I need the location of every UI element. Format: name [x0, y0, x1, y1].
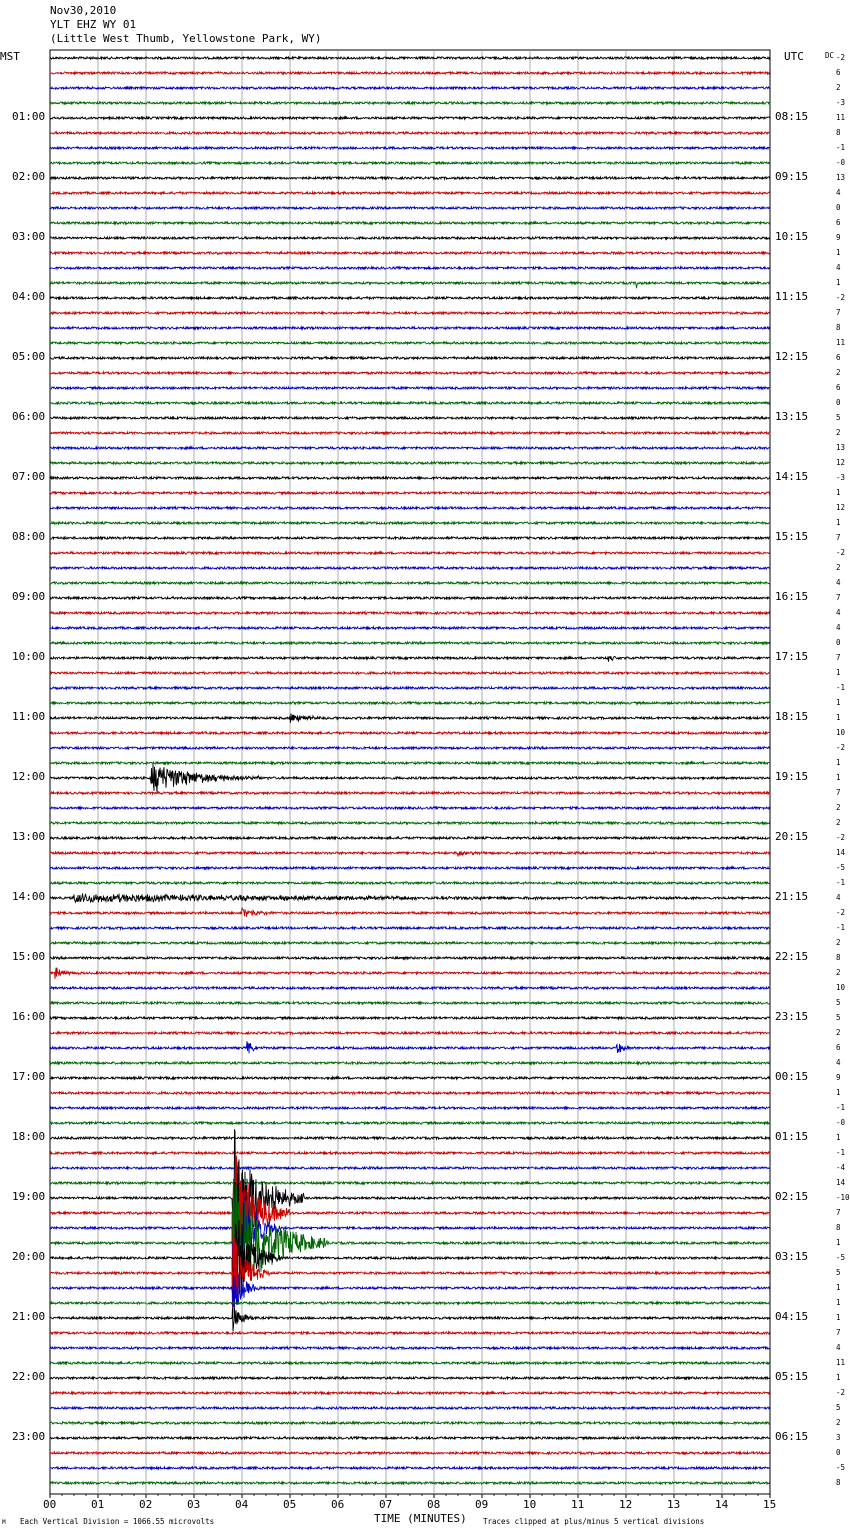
mst-hour-label: 19:00 — [12, 1190, 46, 1203]
trace-line — [50, 192, 770, 194]
trace-line — [50, 207, 770, 209]
dc-offset-label: 7 — [836, 1328, 841, 1337]
mst-hour-label: 13:00 — [12, 830, 46, 843]
dc-offset-label: -0 — [836, 1118, 846, 1127]
dc-offset-label: 2 — [836, 818, 841, 827]
trace-line — [50, 1220, 770, 1307]
dc-offset-label: -1 — [836, 683, 846, 692]
trace-line — [50, 867, 770, 869]
trace-line — [50, 882, 770, 884]
utc-hour-label: 08:15 — [775, 110, 809, 123]
trace-line — [50, 117, 770, 119]
dc-offset-label: 4 — [836, 1343, 841, 1352]
dc-offset-label: -1 — [836, 1103, 846, 1112]
dc-offset-label: 13 — [836, 443, 846, 452]
utc-hour-label: 00:15 — [775, 1070, 809, 1083]
scale-note: Each Vertical Division = 1066.55 microvolts — [20, 1517, 215, 1526]
dc-offset-label: 7 — [836, 533, 841, 542]
trace-line — [50, 612, 770, 614]
dc-offset-label: 9 — [836, 1073, 841, 1082]
dc-offset-label: 1 — [836, 713, 841, 722]
dc-offset-label: 9 — [836, 233, 841, 242]
dc-offset-label: 7 — [836, 653, 841, 662]
x-tick-label: 15 — [763, 1498, 777, 1511]
trace-line — [50, 162, 770, 164]
trace-line — [50, 968, 770, 979]
trace-line — [50, 852, 770, 857]
x-tick-label: 09 — [475, 1498, 489, 1511]
dc-offset-label: 11 — [836, 1358, 846, 1367]
dc-offset-label: 1 — [836, 1313, 841, 1322]
trace-line — [50, 402, 770, 404]
trace-line — [50, 907, 770, 916]
utc-hour-label: 21:15 — [775, 890, 809, 903]
dc-offset-label: 7 — [836, 788, 841, 797]
dc-offset-label: 5 — [836, 1013, 841, 1022]
dc-offset-label: 1 — [836, 1283, 841, 1292]
trace-line — [50, 1392, 770, 1394]
trace-line — [50, 492, 770, 494]
dc-offset-label: 7 — [836, 1208, 841, 1217]
trace-line — [50, 57, 770, 59]
utc-hour-label: 10:15 — [775, 230, 809, 243]
trace-line — [50, 552, 770, 554]
dc-offset-label: 2 — [836, 368, 841, 377]
utc-hour-label: 05:15 — [775, 1370, 809, 1383]
utc-hour-label: 18:15 — [775, 710, 809, 723]
trace-line — [50, 1137, 770, 1139]
utc-hour-label: 20:15 — [775, 830, 809, 843]
dc-offset-label: 4 — [836, 608, 841, 617]
mst-hour-label: 08:00 — [12, 530, 46, 543]
mst-hour-label: 10:00 — [12, 650, 46, 663]
trace-line — [50, 72, 770, 74]
x-axis — [50, 1494, 770, 1498]
trace-line — [50, 1041, 770, 1053]
dc-offset-label: 1 — [836, 1298, 841, 1307]
trace-line — [50, 297, 770, 299]
dc-offset-label: 6 — [836, 218, 841, 227]
trace-line — [50, 357, 770, 359]
dc-offset-label: 2 — [836, 83, 841, 92]
trace-line — [50, 87, 770, 89]
dc-offset-label: -5 — [836, 1253, 846, 1262]
dc-offset-label: 7 — [836, 308, 841, 317]
x-tick-label: 04 — [235, 1498, 249, 1511]
x-tick-label: 03 — [187, 1498, 201, 1511]
trace-line — [50, 1452, 770, 1454]
trace-line — [50, 987, 770, 989]
dc-offset-label: 2 — [836, 938, 841, 947]
dc-offset-label: -2 — [836, 743, 846, 752]
trace-line — [50, 282, 770, 288]
trace-line — [50, 237, 770, 239]
dc-offset-label: 14 — [836, 1178, 846, 1187]
dc-offset-label: 10 — [836, 728, 846, 737]
trace-line — [50, 102, 770, 104]
trace-line — [50, 764, 770, 793]
trace-line — [50, 1152, 770, 1285]
trace-line — [50, 1002, 770, 1004]
x-tick-label: 00 — [43, 1498, 57, 1511]
dc-offset-label: 2 — [836, 803, 841, 812]
dc-offset-label: 14 — [836, 848, 846, 857]
trace-line — [50, 1107, 770, 1109]
trace-line — [50, 656, 770, 661]
dc-offset-label: 4 — [836, 623, 841, 632]
mst-hour-label: 02:00 — [12, 170, 46, 183]
dc-offset-label: -5 — [836, 1463, 846, 1472]
utc-hour-label: 22:15 — [775, 950, 809, 963]
x-tick-label: 14 — [715, 1498, 729, 1511]
trace-line — [50, 447, 770, 449]
trace-line — [50, 462, 770, 464]
dc-offset-label: 5 — [836, 1268, 841, 1277]
mst-hour-label: 05:00 — [12, 350, 46, 363]
trace-line — [50, 567, 770, 569]
utc-hour-label: 16:15 — [775, 590, 809, 603]
trace-line — [50, 627, 770, 629]
mst-hour-label: 22:00 — [12, 1370, 46, 1383]
trace-line — [50, 222, 770, 224]
footer-mark: M — [2, 1519, 6, 1526]
trace-line — [50, 762, 770, 764]
trace-line — [50, 732, 770, 734]
x-tick-label: 12 — [619, 1498, 633, 1511]
dc-offset-label: -1 — [836, 878, 846, 887]
trace-line — [50, 1437, 770, 1439]
dc-offset-label: 11 — [836, 338, 846, 347]
seismic-traces — [50, 57, 770, 1484]
plot-frame — [50, 50, 770, 1494]
trace-line — [50, 1332, 770, 1334]
x-tick-label: 05 — [283, 1498, 297, 1511]
dc-offset-label: -2 — [836, 548, 846, 557]
x-tick-label: 01 — [91, 1498, 105, 1511]
mst-hour-label: 07:00 — [12, 470, 46, 483]
dc-offset-label: -2 — [836, 293, 846, 302]
mst-hour-label: 15:00 — [12, 950, 46, 963]
dc-offset-label: 2 — [836, 428, 841, 437]
dc-offset-label: 5 — [836, 413, 841, 422]
dc-offset-label: 4 — [836, 578, 841, 587]
mst-hour-label: 17:00 — [12, 1070, 46, 1083]
dc-offset-label: -4 — [836, 1163, 846, 1172]
trace-line — [50, 477, 770, 479]
utc-hour-label: 13:15 — [775, 410, 809, 423]
trace-line — [50, 177, 770, 179]
trace-line — [50, 1017, 770, 1019]
dc-offset-label: 0 — [836, 638, 841, 647]
dc-offset-label: 1 — [836, 698, 841, 707]
x-tick-label: 07 — [379, 1498, 393, 1511]
dc-offset-label: 2 — [836, 968, 841, 977]
dc-offset-label: 1 — [836, 488, 841, 497]
dc-offset-label: 4 — [836, 1058, 841, 1067]
station-id: YLT EHZ WY 01 — [50, 18, 137, 31]
dc-offset-label: 5 — [836, 1403, 841, 1412]
utc-hour-label: 09:15 — [775, 170, 809, 183]
dc-offset-label: -1 — [836, 923, 846, 932]
trace-line — [50, 747, 770, 749]
trace-line — [50, 792, 770, 794]
dc-offset-label: 8 — [836, 1223, 841, 1232]
trace-line — [50, 147, 770, 149]
trace-line — [50, 807, 770, 809]
x-tick-label: 10 — [523, 1498, 537, 1511]
utc-hour-label: 12:15 — [775, 350, 809, 363]
trace-line — [50, 597, 770, 599]
dc-offset-label: -2 — [836, 833, 846, 842]
trace-line — [50, 642, 770, 644]
trace-line — [50, 893, 770, 902]
dc-offset-label: 2 — [836, 1028, 841, 1037]
dc-offset-label: 4 — [836, 893, 841, 902]
mst-hour-label: 16:00 — [12, 1010, 46, 1023]
utc-hour-label: 06:15 — [775, 1430, 809, 1443]
dc-offset-label: 1 — [836, 758, 841, 767]
dc-offset-label: 6 — [836, 1043, 841, 1052]
dc-offset-label: 1 — [836, 248, 841, 257]
trace-line — [50, 942, 770, 944]
x-tick-label: 08 — [427, 1498, 441, 1511]
x-tick-label: 02 — [139, 1498, 153, 1511]
trace-line — [50, 1467, 770, 1469]
dc-offset-label: 8 — [836, 1478, 841, 1487]
trace-line — [50, 312, 770, 314]
utc-hour-label: 02:15 — [775, 1190, 809, 1203]
mst-hour-label: 21:00 — [12, 1310, 46, 1323]
trace-line — [50, 1482, 770, 1484]
dc-offset-label: 8 — [836, 323, 841, 332]
x-tick-label: 13 — [667, 1498, 681, 1511]
dc-offset-label: 6 — [836, 383, 841, 392]
dc-offset-label: -3 — [836, 473, 846, 482]
utc-hour-label: 04:15 — [775, 1310, 809, 1323]
dc-offset-label: 12 — [836, 458, 846, 467]
dc-offset-label: 1 — [836, 1238, 841, 1247]
trace-line — [50, 432, 770, 434]
station-location: (Little West Thumb, Yellowstone Park, WY) — [50, 32, 322, 45]
trace-line — [50, 507, 770, 509]
dc-offset-label: 1 — [836, 518, 841, 527]
dc-offset-label: -10 — [836, 1193, 850, 1202]
dc-offset-label: 1 — [836, 773, 841, 782]
trace-line — [50, 1235, 770, 1307]
dc-offset-label: 11 — [836, 113, 846, 122]
trace-line — [50, 837, 770, 839]
dc-offset-label: -2 — [836, 1388, 846, 1397]
trace-line — [50, 132, 770, 134]
right-timezone-label: UTC — [784, 50, 804, 63]
x-tick-label: 06 — [331, 1498, 345, 1511]
mst-hour-label: 11:00 — [12, 710, 46, 723]
dc-offset-label: 1 — [836, 1088, 841, 1097]
dc-offset-label: 1 — [836, 1133, 841, 1142]
trace-line — [50, 267, 770, 269]
trace-line — [50, 1032, 770, 1034]
trace-line — [50, 252, 770, 254]
mst-hour-label: 23:00 — [12, 1430, 46, 1443]
mst-hour-label: 18:00 — [12, 1130, 46, 1143]
dc-offset-label: 4 — [836, 188, 841, 197]
dc-offset-label: -1 — [836, 143, 846, 152]
trace-line — [50, 714, 770, 723]
trace-line — [50, 1167, 770, 1169]
trace-line — [50, 1129, 770, 1251]
trace-line — [50, 672, 770, 674]
dc-offset-label: -1 — [836, 1148, 846, 1157]
dc-offset-label: -5 — [836, 863, 846, 872]
dc-offset-label: -3 — [836, 98, 846, 107]
minute-grid — [50, 50, 770, 1494]
dc-offset-header: DC — [825, 51, 835, 60]
utc-hour-label: 11:15 — [775, 290, 809, 303]
dc-offset-label: 6 — [836, 353, 841, 362]
trace-line — [50, 822, 770, 824]
trace-line — [50, 372, 770, 374]
dc-offset-label: -2 — [836, 908, 846, 917]
mst-hour-label: 06:00 — [12, 410, 46, 423]
trace-line — [50, 1182, 770, 1298]
mst-hour-label: 20:00 — [12, 1250, 46, 1263]
utc-hour-label: 03:15 — [775, 1250, 809, 1263]
x-tick-label: 11 — [571, 1498, 585, 1511]
dc-offset-label: 1 — [836, 668, 841, 677]
dc-offset-label: 6 — [836, 68, 841, 77]
dc-offset-label: -2 — [836, 53, 846, 62]
trace-line — [50, 1422, 770, 1424]
trace-line — [50, 342, 770, 344]
trace-line — [50, 1122, 770, 1124]
x-axis-title: TIME (MINUTES) — [374, 1512, 467, 1525]
dc-offset-label: 1 — [836, 278, 841, 287]
trace-line — [50, 1092, 770, 1094]
trace-line — [50, 702, 770, 704]
mst-hour-label: 14:00 — [12, 890, 46, 903]
dc-offset-label: 2 — [836, 1418, 841, 1427]
dc-offset-label: 4 — [836, 263, 841, 272]
trace-line — [50, 927, 770, 929]
dc-offset-label: 10 — [836, 983, 846, 992]
trace-line — [50, 537, 770, 539]
mst-hour-label: 09:00 — [12, 590, 46, 603]
utc-hour-label: 19:15 — [775, 770, 809, 783]
dc-offset-label: 8 — [836, 953, 841, 962]
trace-line — [50, 1062, 770, 1064]
mst-hour-label: 04:00 — [12, 290, 46, 303]
trace-line — [50, 1302, 770, 1304]
record-date: Nov30,2010 — [50, 4, 117, 17]
dc-offset-label: 0 — [836, 398, 841, 407]
trace-line — [50, 327, 770, 329]
dc-offset-label: 2 — [836, 563, 841, 572]
trace-line — [50, 1407, 770, 1409]
mst-hour-label: 12:00 — [12, 770, 46, 783]
trace-line — [50, 582, 770, 584]
dc-offset-label: 3 — [836, 1433, 841, 1442]
trace-line — [50, 1307, 770, 1331]
dc-offset-label: 0 — [836, 203, 841, 212]
trace-line — [50, 1347, 770, 1349]
dc-offset-label: 7 — [836, 593, 841, 602]
utc-hour-label: 14:15 — [775, 470, 809, 483]
trace-line — [50, 522, 770, 524]
utc-hour-label: 23:15 — [775, 1010, 809, 1023]
dc-offset-label: 1 — [836, 1373, 841, 1382]
dc-offset-label: -0 — [836, 158, 846, 167]
trace-line — [50, 387, 770, 389]
mst-hour-label: 03:00 — [12, 230, 46, 243]
left-timezone-label: MST — [0, 50, 20, 63]
clip-note: Traces clipped at plus/minus 5 vertical divisions — [483, 1517, 705, 1526]
trace-line — [50, 687, 770, 689]
trace-line — [50, 1362, 770, 1364]
trace-line — [50, 957, 770, 959]
mst-hour-label: 01:00 — [12, 110, 46, 123]
dc-offset-label: 8 — [836, 128, 841, 137]
trace-line — [50, 1077, 770, 1079]
trace-line — [50, 417, 770, 419]
utc-hour-label: 01:15 — [775, 1130, 809, 1143]
utc-hour-label: 17:15 — [775, 650, 809, 663]
utc-hour-label: 15:15 — [775, 530, 809, 543]
dc-offset-label: 12 — [836, 503, 846, 512]
dc-offset-label: 13 — [836, 173, 846, 182]
trace-line — [50, 1377, 770, 1379]
dc-offset-label: 5 — [836, 998, 841, 1007]
dc-offset-label: 0 — [836, 1448, 841, 1457]
trace-line — [50, 1152, 770, 1154]
trace-line — [50, 1182, 770, 1184]
